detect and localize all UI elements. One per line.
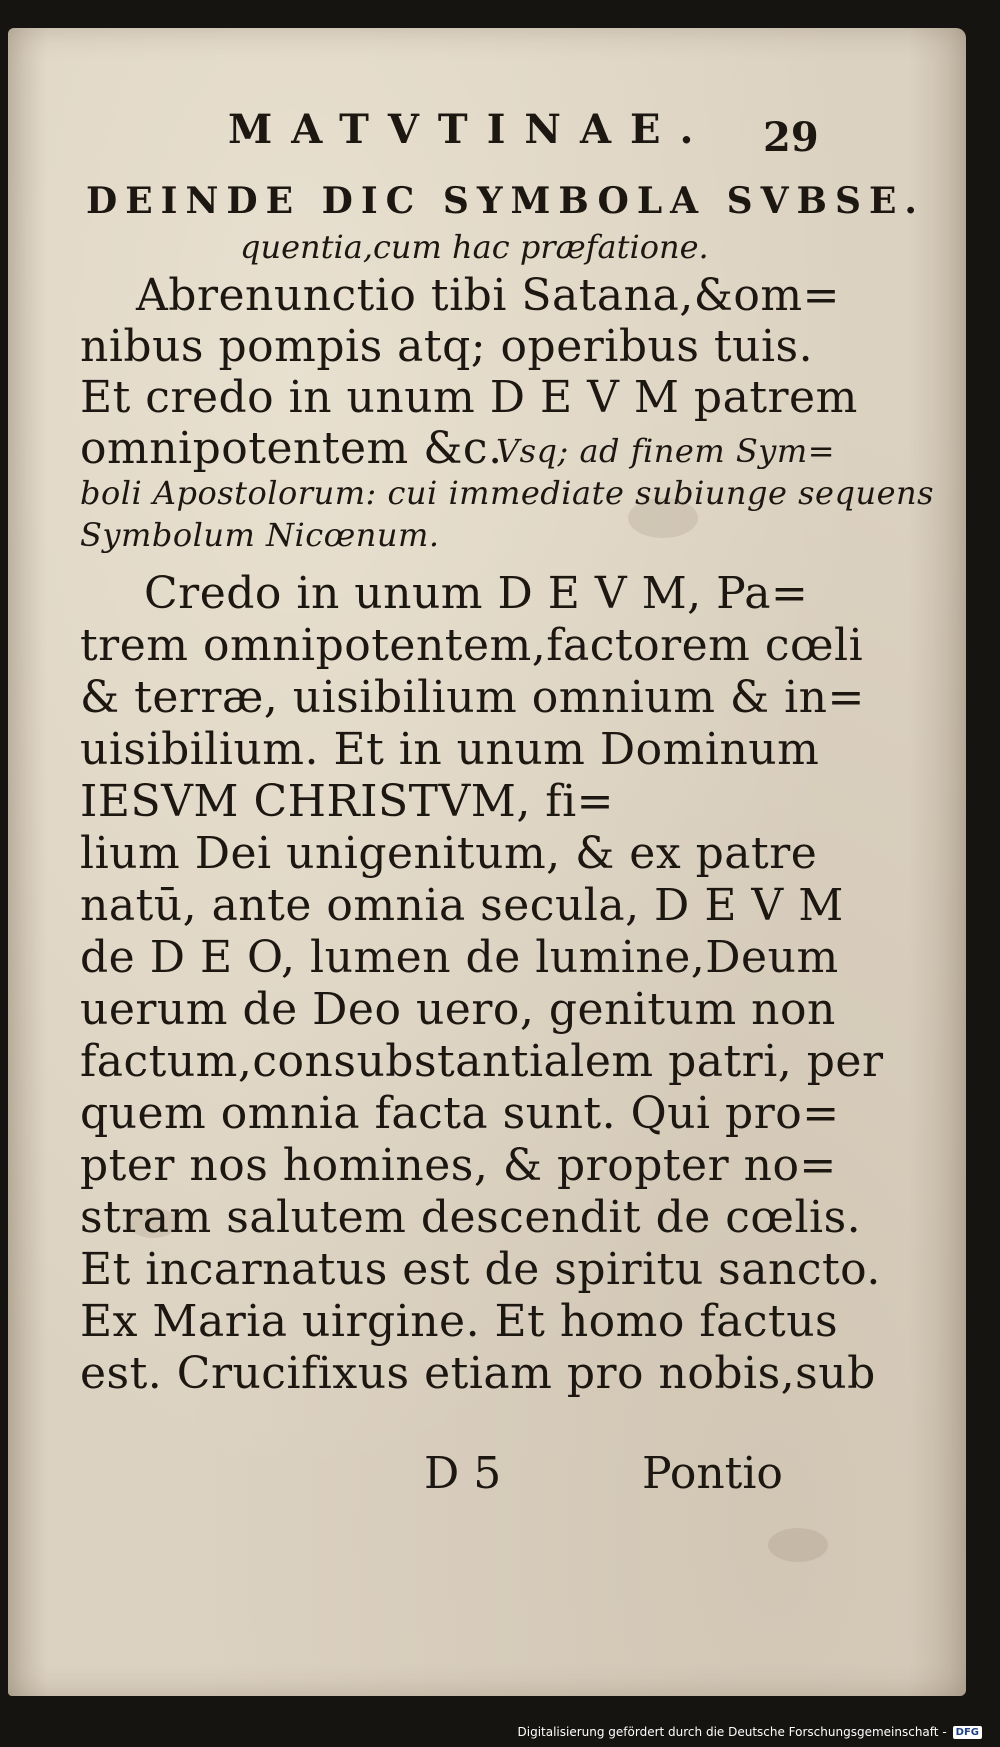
running-head: MATVTINAE. (228, 106, 713, 153)
signature-mark: D 5 (424, 1448, 502, 1499)
italic-note-line: boli Apostolorum: cui immediate subiunge sequens (80, 474, 935, 512)
body-line: uerum de Deo uero, genitum non (80, 984, 836, 1035)
body-line: omnipotentem &c. (80, 423, 503, 474)
body-line: Et credo in unum D E V M patrem (80, 372, 858, 423)
body-line: pter nos homines, & propter no= (80, 1140, 837, 1191)
credit-text: Digitalisierung gefördert durch die Deutsche Forschungsgemeinschaft - (517, 1725, 947, 1739)
body-line: IESVM CHRISTVM, fi= (80, 776, 615, 827)
body-line: & terræ, uisibilium omnium & in= (80, 672, 865, 723)
book-page (8, 28, 966, 1696)
body-line: Credo in unum D E V M, Pa= (144, 568, 809, 619)
body-line: de D E O, lumen de lumine,Deum (80, 932, 839, 983)
body-line: est. Crucifixus etiam pro nobis,sub (80, 1348, 876, 1399)
body-line: factum,consubstantialem patri, per (80, 1036, 884, 1087)
digitization-credit (518, 1725, 983, 1739)
paper-stain (768, 1528, 828, 1562)
rubric-subheading: quentia,cum hac præfatione. (240, 228, 709, 266)
body-line: stram salutem descendit de cœlis. (80, 1192, 862, 1243)
body-line: nibus pompis atq; operibus tuis. (80, 321, 814, 372)
body-line: uisibilium. Et in unum Dominum (80, 724, 820, 775)
italic-note-line: Symbolum Nicœnum. (80, 516, 440, 554)
catchword: Pontio (642, 1448, 783, 1499)
italic-note-line: Vsq; ad finem Sym= (496, 432, 835, 470)
body-line: lium Dei unigenitum, & ex patre (80, 828, 818, 879)
rubric-heading: DEINDE DIC SYMBOLA SVBSE. (86, 180, 925, 222)
page-number: 29 (763, 114, 819, 161)
body-line: Abrenunctio tibi Satana,&om= (136, 270, 840, 321)
body-line: trem omnipotentem,factorem cœli (80, 620, 864, 671)
body-line: natū, ante omnia secula, D E V M (80, 880, 844, 931)
body-line: quem omnia facta sunt. Qui pro= (80, 1088, 840, 1139)
dfg-logo: DFG (953, 1726, 982, 1739)
body-line: Et incarnatus est de spiritu sancto. (80, 1244, 881, 1295)
body-line: Ex Maria uirgine. Et homo factus (80, 1296, 839, 1347)
